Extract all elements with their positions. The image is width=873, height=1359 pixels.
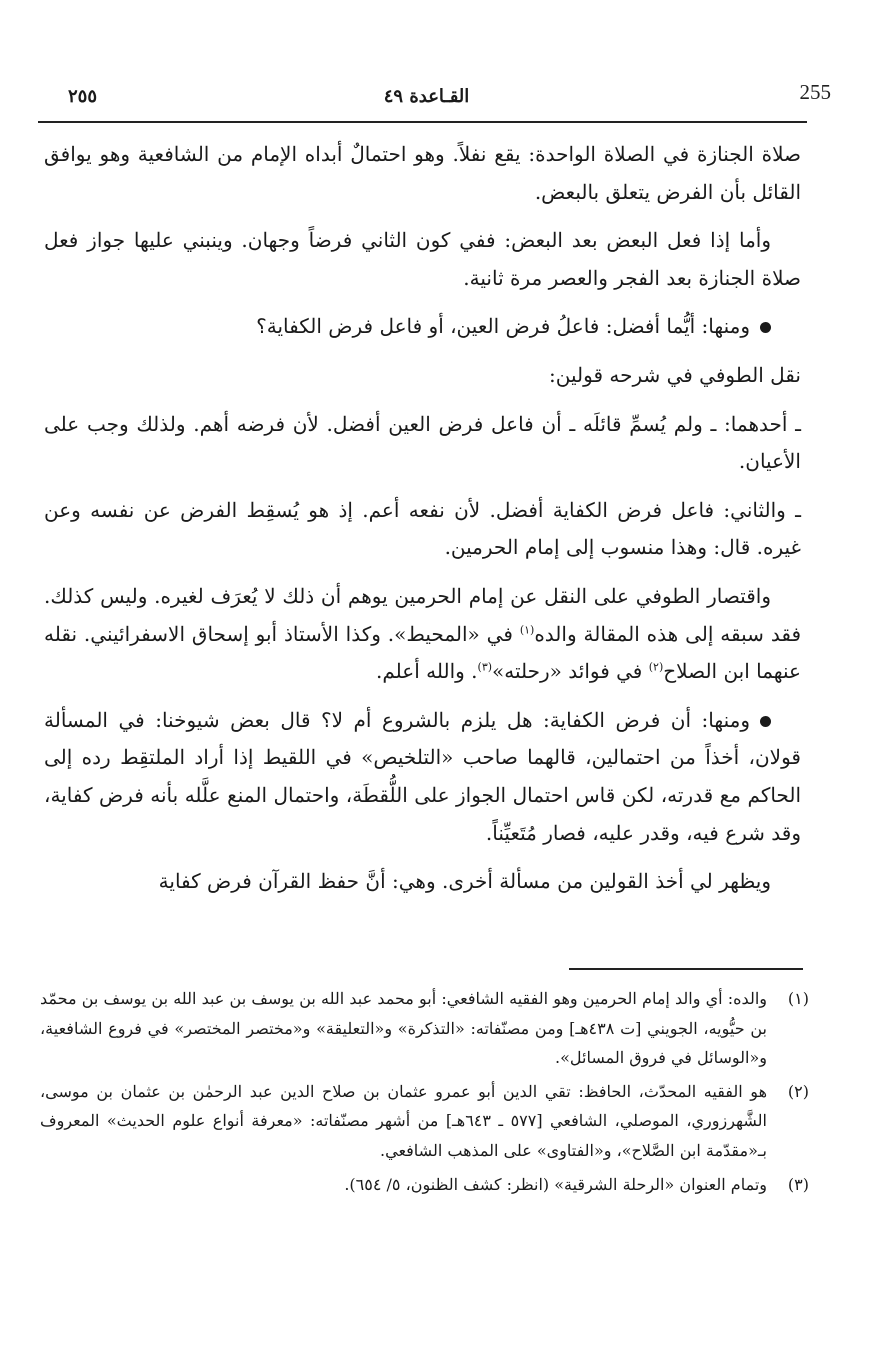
footnotes [40, 984, 809, 1203]
main-text [44, 136, 801, 912]
paragraph: ويظهر لي أخذ القولين من مسألة أخرى. وهي: أنَّ حفظ القرآن فرض كفاية [158, 869, 771, 894]
bullet-icon [760, 322, 771, 333]
bullet-paragraph [44, 308, 801, 346]
paragraph-text: واقتصار الطوفي على النقل عن إمام الحرمين يوهم أن ذلك لا يُعرَف لغيره. وليس كذلك. فقد سبقه إلى هذه المقالة والده [44, 583, 802, 646]
paragraph: وأما إذا فعل البعض بعد البعض: ففي كون الثاني فرضاً وجهان. وينبني عليها جواز فعل صلاة الجنازة بعد الفجر والعصر مرة ثانية. [44, 228, 801, 290]
page-number: ٢٥٥ [68, 86, 98, 107]
footnote [40, 984, 809, 1073]
footnote-text: هو الفقيه المحدّث، الحافظ: تقي الدين أبو عمرو عثمان بن صلاح الدين عبد الرحمٰن بن عثمان بن موسى، الشَّهرزوري، الموصلي، الشافعي [٥٧٧ ـ ٦٤٣هـ] من أشهر مصنّفاته: «معرفة أنواع علوم الحديث» المعروف بـ«مقدّمة ابن الصَّلاح»، و«الفتاوى» على المذهب الشافعي. [40, 1081, 768, 1160]
paragraph: نقل الطوفي في شرحه قولين: [549, 362, 801, 387]
paragraph-text: في فوائد «رحلته» [492, 659, 649, 684]
footnote-number: (٣) [787, 1174, 809, 1194]
header-rule [38, 121, 807, 123]
footnote-ref[interactable]: (٢) [648, 660, 664, 674]
footnote-ref[interactable]: (٣) [477, 660, 493, 674]
paragraph: صلاة الجنازة في الصلاة الواحدة: يقع نفلاً. وهو احتمالٌ أبداه الإمام من الشافعية وهو يوافق القائل بأن الفرض يتعلق بالبعض. [44, 142, 801, 204]
footnote [40, 1170, 809, 1200]
footnote-number: (٢) [787, 1081, 809, 1101]
paragraph-text: في «المحيط». وكذا الأستاذ أبو إسحاق الاسفرائيني. نقله عنهما ابن الصلاح [44, 621, 801, 684]
paragraph-with-footnotes [44, 578, 801, 691]
latin-page-number: 255 [799, 80, 831, 104]
page-header [42, 86, 811, 116]
paragraph-text: . والله أعلم. [376, 659, 478, 684]
footnote-number: (١) [787, 989, 809, 1008]
footnote-ref[interactable]: (١) [519, 622, 535, 636]
paragraph-text: ومنها: أن فرض الكفاية: هل يلزم بالشروع أم لا؟ قال بعض شيوخنا: في المسألة قولان، أخذاً من احتمالين، قالهما صاحب «التلخيص» في اللقيط إذا أراد الملتقِط رده إلى الحاكم مع قدرته، لكن قاس احتمال الجواز على اللُّقطَة، واحتمال المنع علَّله بأنه فرض كفاية، وقد شرع فيه، وقدر عليه، فصار مُتَعيِّناً. [44, 707, 801, 845]
bullet-paragraph [44, 702, 801, 852]
paragraph: ـ أحدهما: ـ ولم يُسمِّ قائلَه ـ أن فاعل فرض العين أفضل. لأن فرضه أهم. ولذلك وجب على الأعيان. [44, 411, 801, 474]
paragraph: ـ والثاني: فاعل فرض الكفاية أفضل. لأن نفعه أعم. إذ هو يُسقِط الفرض عن نفسه وعن غيره. قال: وهذا منسوب إلى إمام الحرمين. [44, 497, 801, 560]
footnote [40, 1077, 809, 1166]
bullet-icon [760, 716, 771, 727]
running-title: القـاعدة ٤٩ [383, 86, 470, 107]
footnote-text: والده: أي والد إمام الحرمين وهو الفقيه الشافعي: أبو محمد عبد الله بن يوسف بن عبد الله بن يوسف بن محمّد بن حيُّويه، الجويني [ت ٤٣٨هـ] ومن مصنّفاته: «التذكرة» و«التعليقة» و«مختصر المختصر» في فروع الشافعية، و«الوسائل في فروق المسائل». [40, 989, 767, 1068]
paragraph-text: ومنها: أيُّما أفضل: فاعلُ فرض العين، أو فاعل فرض الكفاية؟ [256, 314, 750, 339]
footnote-rule [569, 968, 803, 970]
footnote-text: وتمام العنوان «الرحلة الشرقية» (انظر: كشف الظنون، ٥/ ٦٥٤). [344, 1174, 767, 1194]
